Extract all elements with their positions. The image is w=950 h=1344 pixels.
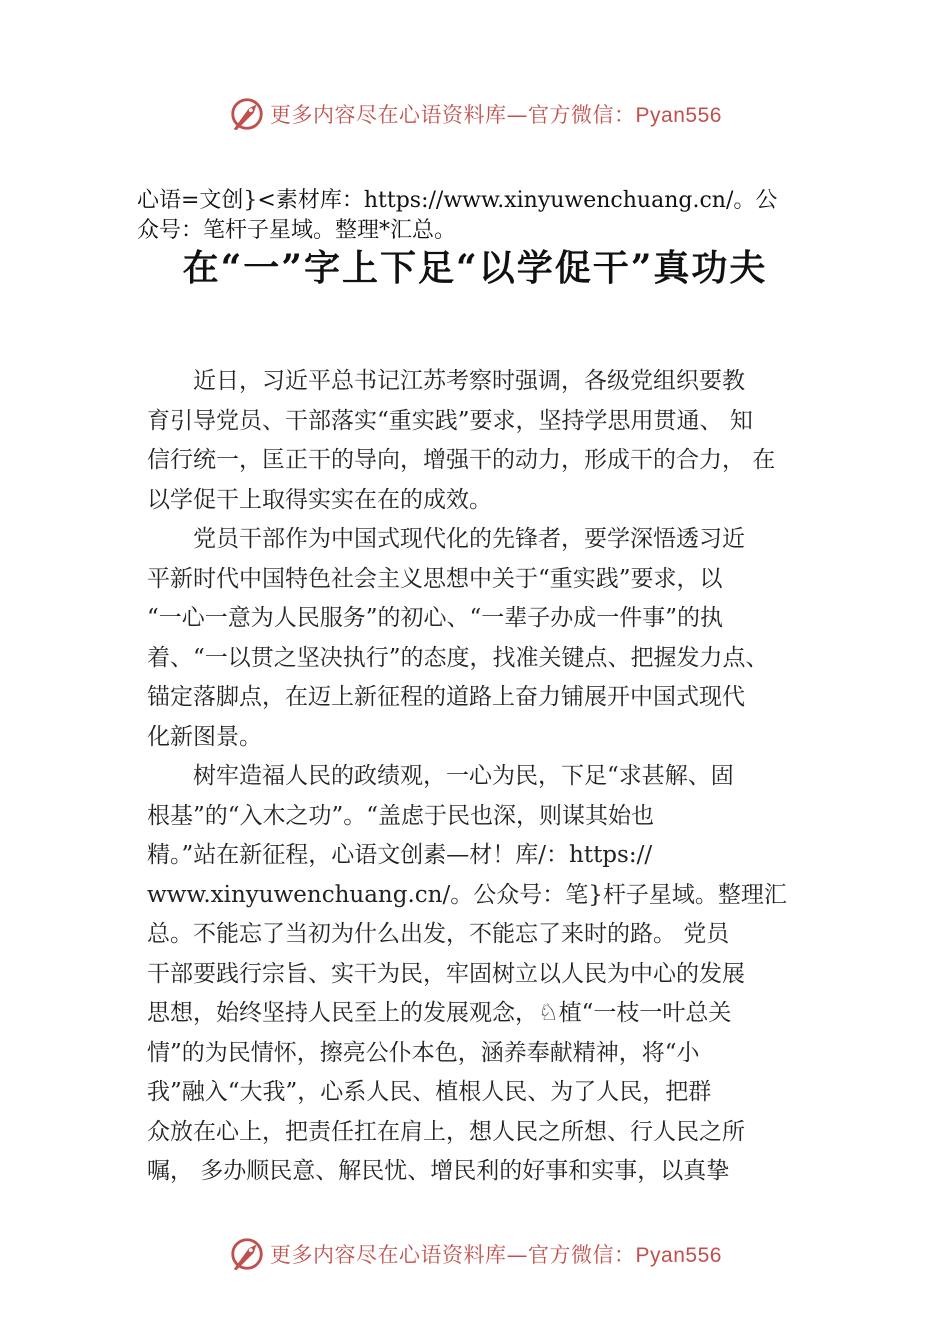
- body-line: 以学促干上取得实实在在的成效。: [147, 486, 492, 513]
- body-line: 化新图景。: [147, 723, 262, 750]
- body-line: 近日，习近平总书记江苏考察时强调，各级党组织要教: [147, 368, 745, 394]
- source-note-line: 心语=文创}<素材库：https://www.xinyuwenchuang.cn/。公: [137, 188, 778, 213]
- header-banner-text: 更多内容尽在心语资料库—官方微信：Pyan556: [270, 103, 722, 127]
- body-line: 根基”的“入木之功”。“盖虑于民也深，则谋其始也: [147, 802, 655, 829]
- body-line: 干部要践行宗旨、实干为民，牢固树立以人民为中心的发展: [147, 960, 745, 987]
- header-banner: [0, 92, 950, 136]
- source-note: [137, 186, 817, 246]
- pen-nib-logo-icon: [228, 1235, 266, 1273]
- body-line: 育引导党员、干部落实“重实践”要求，坚持学思用贯通、 知: [147, 407, 753, 434]
- body-line: 着、“一以贯之坚决执行”的态度，找准关键点、把握发力点、: [147, 644, 769, 671]
- body-line: 平新时代中国特色社会主义思想中关于“重实践”要求，以: [147, 565, 723, 592]
- body-line: 信行统一，匡正干的导向，增强干的动力，形成干的合力， 在: [147, 447, 776, 473]
- article-body: [147, 362, 827, 1192]
- body-line: “一心一意为人民服务”的初心、“一辈子办成一件事”的执: [147, 605, 724, 631]
- footer-banner-text: 更多内容尽在心语资料库—官方微信：Pyan556: [270, 1243, 722, 1267]
- body-line: 我”融入“大我”，心系人民、植根人民、为了人民，把群: [147, 1079, 712, 1105]
- article-title: 在“一”字上下足“以学促干”真功夫: [182, 247, 768, 289]
- footer-banner: [0, 1232, 950, 1276]
- wechat-handle: Pyan556: [635, 1244, 722, 1267]
- body-line: 总。不能忘了当初为什么出发，不能忘了来时的路。 党员: [147, 921, 730, 947]
- body-line: 众放在心上，把责任扛在肩上，想人民之所想、行人民之所: [147, 1118, 745, 1145]
- body-line: www.xinyuwenchuang.cn/。公众号：笔}杆子星域。整理汇: [147, 881, 787, 908]
- wechat-handle: Pyan556: [635, 104, 722, 127]
- body-line: 思想，始终坚持人民至上的发展观念，♘植“一枝一叶总关: [147, 1000, 732, 1026]
- body-line: 精。”站在新征程，心语文创素—材！库/：https://: [147, 842, 653, 868]
- body-line: 嘱， 多办顺民意、解民忧、增民利的好事和实事，以真挚: [147, 1158, 730, 1184]
- source-note-line: 众号：笔杆子星域。整理*汇总。: [137, 218, 457, 243]
- body-line: 树牢造福人民的政绩观，一心为民，下足“求甚解、固: [147, 763, 734, 789]
- body-line: 情”的为民情怀，擦亮公仆本色，涵养奉献精神，将“小: [147, 1039, 700, 1066]
- body-line: 锚定落脚点，在迈上新征程的道路上奋力铺展开中国式现代: [147, 684, 745, 710]
- body-line: 党员干部作为中国式现代化的先锋者，要学深悟透习近: [147, 526, 745, 552]
- pen-nib-logo-icon: [228, 95, 266, 133]
